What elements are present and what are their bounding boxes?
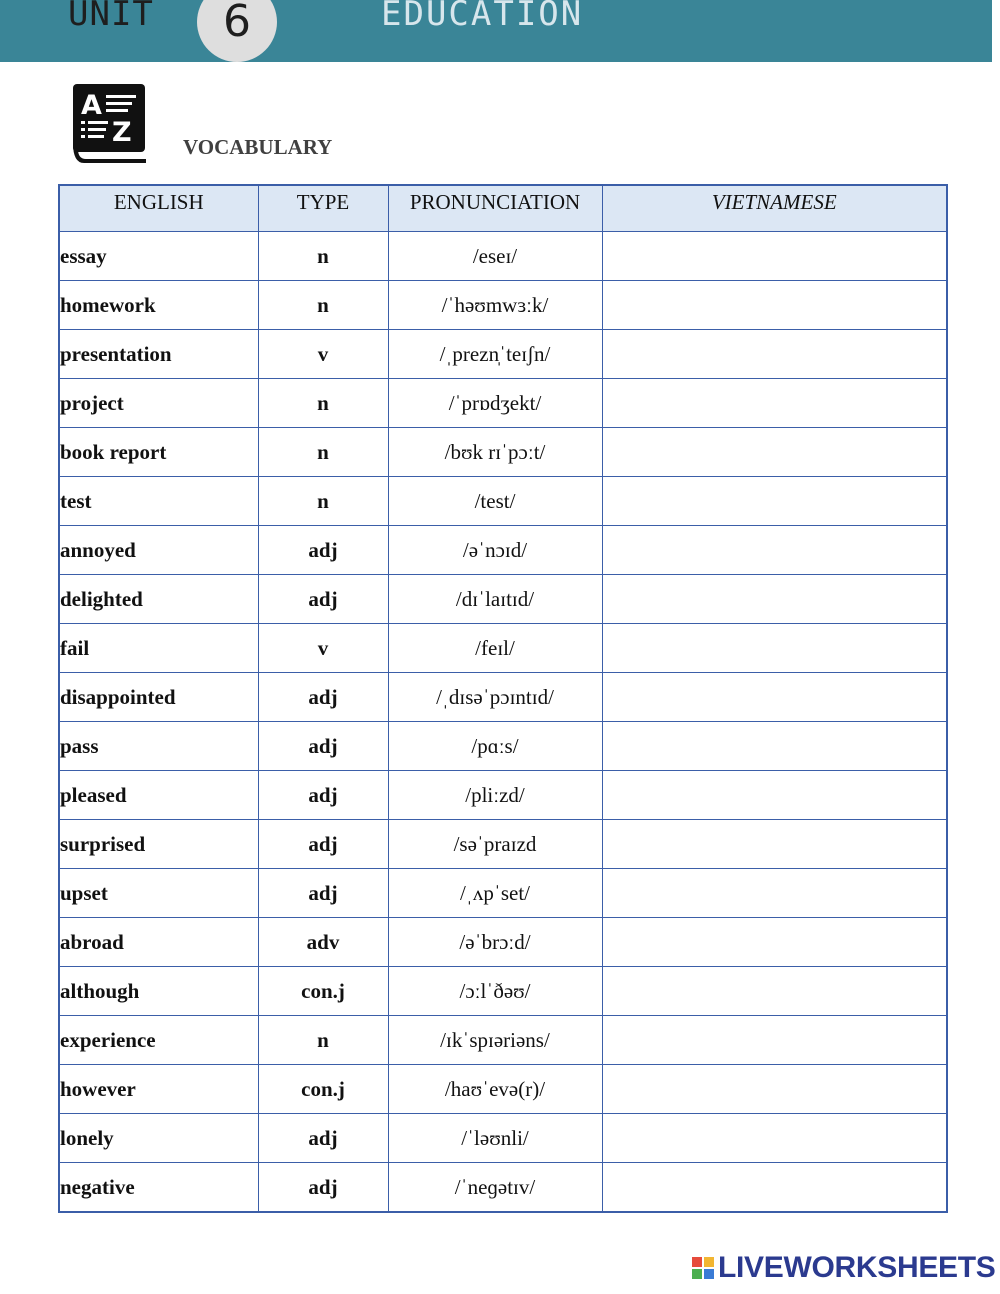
word-type: adj [258, 1114, 388, 1163]
word-type: adj [258, 869, 388, 918]
pronunciation: /pɑːs/ [388, 722, 602, 771]
table-row [59, 1016, 947, 1065]
vietnamese-meaning [602, 722, 947, 771]
pronunciation: /dɪˈlaɪtɪd/ [388, 575, 602, 624]
pronunciation: /pliːzd/ [388, 771, 602, 820]
pronunciation: /bʊk rɪˈpɔːt/ [388, 428, 602, 477]
pronunciation: /səˈpraɪzd [388, 820, 602, 869]
brand-name: LIVEWORKSHEETS [718, 1251, 996, 1284]
english-word: however [59, 1065, 258, 1114]
word-type: adj [258, 722, 388, 771]
vietnamese-meaning [602, 1114, 947, 1163]
table-row [59, 330, 947, 379]
table-row [59, 869, 947, 918]
pronunciation: /ˈprɒdʒekt/ [388, 379, 602, 428]
english-word: disappointed [59, 673, 258, 722]
pronunciation: /ˌprezn̩ˈteɪʃn/ [388, 330, 602, 379]
vietnamese-meaning [602, 918, 947, 967]
column-header-type: TYPE [258, 185, 388, 232]
table-row [59, 1114, 947, 1163]
english-word: book report [59, 428, 258, 477]
table-row [59, 918, 947, 967]
english-word: pass [59, 722, 258, 771]
word-type: v [258, 624, 388, 673]
english-word: presentation [59, 330, 258, 379]
pronunciation: /ɪkˈspɪəriəns/ [388, 1016, 602, 1065]
word-type: n [258, 1016, 388, 1065]
vietnamese-meaning [602, 1065, 947, 1114]
word-type: n [258, 232, 388, 281]
vietnamese-meaning [602, 771, 947, 820]
english-word: although [59, 967, 258, 1016]
vietnamese-meaning [602, 379, 947, 428]
vietnamese-meaning [602, 281, 947, 330]
column-header-vietnamese: VIETNAMESE [602, 185, 947, 232]
pronunciation: /əˈnɔɪd/ [388, 526, 602, 575]
word-type: adj [258, 575, 388, 624]
pronunciation: /test/ [388, 477, 602, 526]
english-word: negative [59, 1163, 258, 1213]
table-row [59, 526, 947, 575]
word-type: n [258, 379, 388, 428]
word-type: adj [258, 1163, 388, 1213]
table-row [59, 575, 947, 624]
vietnamese-meaning [602, 967, 947, 1016]
table-row [59, 624, 947, 673]
column-header-pronunciation: PRONUNCIATION [388, 185, 602, 232]
english-word: surprised [59, 820, 258, 869]
pronunciation: /ɔːlˈðəʊ/ [388, 967, 602, 1016]
table-row [59, 281, 947, 330]
unit-label: UNIT [68, 0, 154, 34]
word-type: con.j [258, 1065, 388, 1114]
english-word: test [59, 477, 258, 526]
vietnamese-meaning [602, 1016, 947, 1065]
word-type: n [258, 477, 388, 526]
vietnamese-meaning [602, 1163, 947, 1213]
pronunciation: /eseɪ/ [388, 232, 602, 281]
table-row [59, 1065, 947, 1114]
english-word: abroad [59, 918, 258, 967]
pronunciation: /ˈneɡətɪv/ [388, 1163, 602, 1213]
pronunciation: /əˈbrɔːd/ [388, 918, 602, 967]
word-type: con.j [258, 967, 388, 1016]
column-header-english: ENGLISH [59, 185, 258, 232]
vietnamese-meaning [602, 232, 947, 281]
english-word: project [59, 379, 258, 428]
table-row [59, 232, 947, 281]
vietnamese-meaning [602, 869, 947, 918]
vietnamese-meaning [602, 526, 947, 575]
unit-title: EDUCATION [381, 0, 584, 34]
word-type: n [258, 281, 388, 330]
vietnamese-meaning [602, 624, 947, 673]
word-type: adj [258, 771, 388, 820]
word-type: v [258, 330, 388, 379]
english-word: annoyed [59, 526, 258, 575]
section-title: VOCABULARY [183, 135, 333, 159]
english-word: upset [59, 869, 258, 918]
table-row [59, 722, 947, 771]
english-word: experience [59, 1016, 258, 1065]
vietnamese-meaning [602, 477, 947, 526]
english-word: fail [59, 624, 258, 673]
word-type: adj [258, 673, 388, 722]
vietnamese-meaning [602, 673, 947, 722]
unit-number-badge [197, 0, 277, 62]
english-word: lonely [59, 1114, 258, 1163]
english-word: delighted [59, 575, 258, 624]
vietnamese-meaning [602, 428, 947, 477]
table-row [59, 771, 947, 820]
word-type: adv [258, 918, 388, 967]
pronunciation: /ˌdɪsəˈpɔɪntɪd/ [388, 673, 602, 722]
vietnamese-meaning [602, 575, 947, 624]
table-row [59, 379, 947, 428]
pronunciation: /haʊˈevə(r)/ [388, 1065, 602, 1114]
svg-text:Z: Z [112, 117, 132, 148]
unit-banner [0, 0, 992, 62]
table-row [59, 428, 947, 477]
word-type: adj [258, 820, 388, 869]
english-word: homework [59, 281, 258, 330]
pronunciation: /ˈləʊnli/ [388, 1114, 602, 1163]
pronunciation: /ˌʌpˈset/ [388, 869, 602, 918]
table-row [59, 967, 947, 1016]
a-z-dictionary-icon [70, 83, 148, 167]
table-row [59, 820, 947, 869]
word-type: n [258, 428, 388, 477]
vietnamese-meaning [602, 820, 947, 869]
table-row [59, 1163, 947, 1213]
table-header-row [59, 185, 947, 232]
pronunciation: /feɪl/ [388, 624, 602, 673]
table-row [59, 477, 947, 526]
vocabulary-table [58, 184, 948, 1213]
svg-text:A: A [81, 90, 102, 121]
english-word: pleased [59, 771, 258, 820]
unit-number: 6 [223, 0, 251, 47]
vietnamese-meaning [602, 330, 947, 379]
pronunciation: /ˈhəʊmwɜːk/ [388, 281, 602, 330]
table-row [59, 673, 947, 722]
liveworksheets-logo-icon [692, 1257, 716, 1281]
word-type: adj [258, 526, 388, 575]
english-word: essay [59, 232, 258, 281]
